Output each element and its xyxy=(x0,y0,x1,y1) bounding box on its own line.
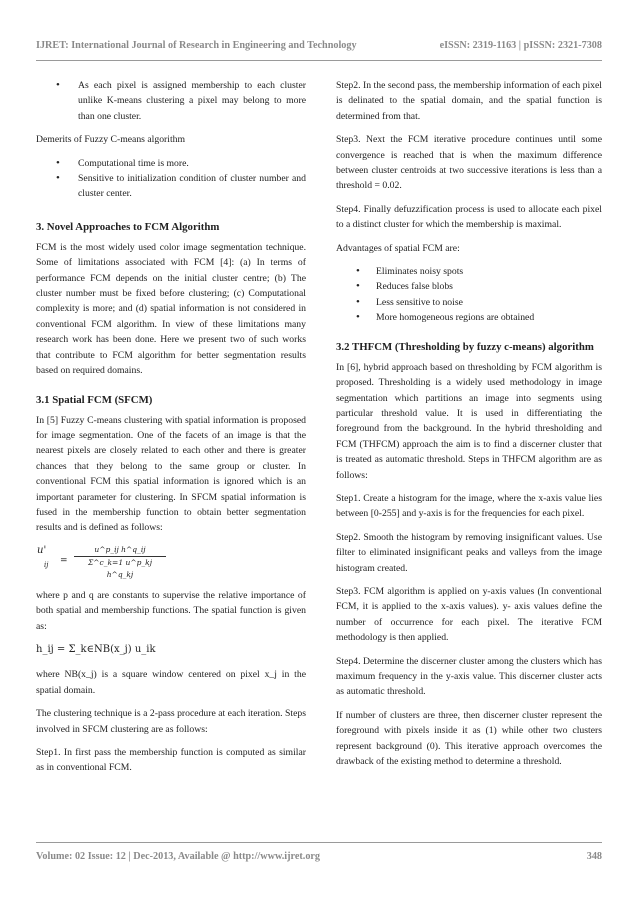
paragraph: Step3. FCM algorithm is applied on y-axis values (In conventional FCM, it is applied to the x-axis values). y- axis values define the number of occurrence for each pixel. The iterative FCM methodology is then applied. xyxy=(336,585,602,644)
paragraph: Step2. In the second pass, the membership information of each pixel is delinated to the spatial domain, and the spatial function is determined from that. xyxy=(336,80,602,122)
equals-sign: = xyxy=(60,555,68,566)
list-item: • Reduces false blobs xyxy=(336,279,602,294)
paragraph: FCM is the most widely used color image segmentation technique. Some of limitations associated with FCM [4]: (a) In terms of performance FCM depends on the initial cluster centre; (b) The cluster number must be fixed before clustering; (c) Computational complexity is more; and (d) spatial information is not considered in conventional FCM algorithm. In view of these limitations many research work has been done. Here we present two of such works that contribute to FCM algorithm for better segmentation results based on required domains. xyxy=(36,241,306,377)
equation-denominator: Σ^c_k=1 u^p_kj h^q_kj xyxy=(87,557,153,579)
paragraph: If number of clusters are three, then discerner cluster represent the foreground with pixels inside it as (1) while other two clusters represent background (0). This iterative approach overcomes the drawback of the existing method to determine a threshold. xyxy=(336,709,602,768)
left-column xyxy=(36,78,306,784)
paragraph: In [5] Fuzzy C-means clustering with spatial information is proposed for image segmentation. One of the facets of an image is that the nearest pixels are closely related to each other and there is greater chances that they belong to the same group or cluster. In conventional FCM this spatial information is ignored which is an important parameter for clustering. In SFCM spatial information is fused in the membership function to obtain better segmentation results and is defined as follows: xyxy=(36,414,306,534)
list-item: • Sensitive to initialization condition of cluster number and cluster center. xyxy=(36,171,306,202)
membership-equation xyxy=(36,544,306,580)
equation-subscript: ij xyxy=(44,560,49,569)
demerits-title: Demerits of Fuzzy C-means algorithm xyxy=(36,134,186,146)
paragraph: In [6], hybrid approach based on thresholding by FCM algorithm is proposed. Thresholding is a widely used methodology in image segmentation which partitions an image into segments using particular threshold value. It is used in differentiating the foreground from the background. In the hybrid thresholding and FCM (THFCM) approach the aim is to find a discerner cluster that is treated as automatic threshold. Steps in THFCM algorithm are as follows: xyxy=(336,361,602,481)
list-item: • Less sensitive to noise xyxy=(336,295,602,310)
list-item: • Computational time is more. xyxy=(36,156,306,171)
paragraph: where p and q are constants to supervise the relative importance of both spatial and membership functions. The spatial function is given as: xyxy=(36,589,306,632)
volume-info: Volume: 02 Issue: 12 | Dec-2013, Available @ http://www.ijret.org xyxy=(36,851,321,862)
equation-lhs: u' xyxy=(37,544,47,556)
advantages-title: Advantages of spatial FCM are: xyxy=(336,242,460,254)
page-number: 348 xyxy=(586,851,602,862)
section-heading: 3. Novel Approaches to FCM Algorithm xyxy=(36,220,220,233)
paragraph: where NB(x_j) is a square window centered on pixel x_j in the spatial domain. xyxy=(36,669,306,696)
list-item: • As each pixel is assigned membership to each cluster unlike K-means clustering a pixel may belong to more than one cluster. xyxy=(36,78,306,124)
fcm-merit-list xyxy=(36,78,306,124)
issn: eISSN: 2319-1163 | pISSN: 2321-7308 xyxy=(439,40,602,51)
paragraph: The clustering technique is a 2-pass procedure at each iteration. Steps involved in SFCM clustering are as follows: xyxy=(36,708,306,735)
advantages-list xyxy=(336,264,602,326)
demerits-list xyxy=(36,156,306,202)
paragraph: Step3. Next the FCM iterative procedure continues until some convergence is reached that is when the maximum difference between cluster centroids at two successive iterations is less than a threshold = 0.02. xyxy=(336,134,602,192)
paragraph: Step4. Finally defuzzification process is used to allocate each pixel to a distinct cluster for which the membership is maximal. xyxy=(336,203,602,231)
right-column xyxy=(336,78,602,777)
journal-name: IJRET: International Journal of Research in Engineering and Technology xyxy=(36,40,357,51)
equation-numerator: u^p_ij h^q_ij xyxy=(74,544,166,557)
header-rule xyxy=(36,60,602,61)
subsection-heading: 3.2 THFCM (Thresholding by fuzzy c-means) algorithm xyxy=(336,340,594,353)
paragraph: Step1. In first pass the membership function is computed as similar as in conventional FCM. xyxy=(36,747,306,774)
paragraph: Step2. Smooth the histogram by removing insignificant values. Use filter to eliminated insignificant peaks and valleys from the image histogram created. xyxy=(336,531,602,574)
paragraph: Step4. Determine the discerner cluster among the clusters which has maximum frequency in the y-axis value. This discerner cluster acts as automatic threshold. xyxy=(336,655,602,698)
subsection-heading: 3.1 Spatial FCM (SFCM) xyxy=(36,393,153,406)
equation-fraction xyxy=(74,544,166,579)
paragraph: Step1. Create a histogram for the image, where the x-axis value lies between [0-255] and y-axis is for the frequencies for each pixel. xyxy=(336,492,602,520)
list-item: • Eliminates noisy spots xyxy=(336,264,602,279)
spatial-equation: h_ij = Σ_k∈NB(x_j) u_ik xyxy=(36,643,156,655)
footer-rule xyxy=(36,842,602,843)
list-item: • More homogeneous regions are obtained xyxy=(336,310,602,325)
